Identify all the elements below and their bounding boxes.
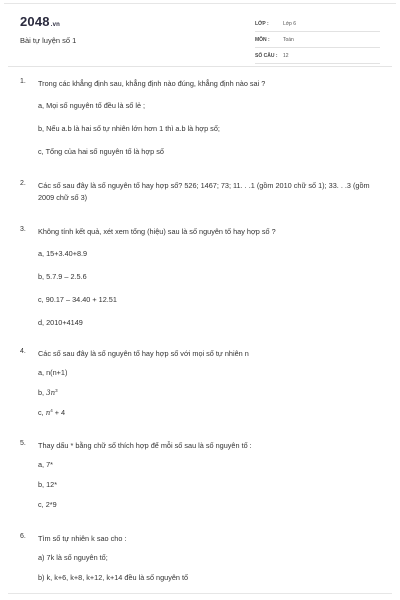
question-number: 1.	[20, 78, 26, 85]
bottom-border	[8, 593, 392, 594]
question-option: a, n(n+1)	[38, 368, 68, 377]
meta-row-subject	[255, 32, 380, 48]
question-option: b, 12*	[38, 480, 58, 489]
question-option: b, 5.7.9 – 2.5.6	[38, 272, 87, 281]
logo-suffix: .vn	[50, 22, 61, 28]
question-option: c, Tổng của hai số nguyên tố là hợp số	[38, 147, 164, 156]
question-number: 6.	[20, 533, 26, 540]
meta-value: 12	[283, 52, 289, 59]
question-text: Các số sau đây là số nguyên tố hay hợp số với mọi số tự nhiên n	[38, 349, 249, 358]
question-option: c, 90.17 – 34.40 + 12.51	[38, 295, 117, 304]
question-option: a, 15+3.40+8.9	[38, 249, 88, 258]
meta-row-class	[255, 16, 380, 32]
question-text: Tìm số tự nhiên k sao cho :	[38, 534, 127, 543]
question-option: c, 2*9	[38, 500, 57, 509]
question-option: a, 7*	[38, 460, 54, 469]
question-option: b, Nếu a.b là hai số tự nhiên lớn hơn 1 thì a.b là hợp số;	[38, 124, 220, 133]
logo-text: 2048	[20, 14, 50, 29]
question-option: d, 2010+4149	[38, 318, 83, 327]
question-text: Các số sau đây là số nguyên tố hay hợp số? 526; 1467; 73; 11. . .1 (gồm 2010 chữ số 1); 33. . .3 (gồm 2009 chữ số 3)	[38, 181, 370, 202]
question-text: Trong các khẳng định sau, khẳng định nào đúng, khẳng định nào sai ?	[38, 79, 266, 88]
question-option: a, Mọi số nguyên tố đều là số lẻ ;	[38, 101, 146, 110]
question-option: a) 7k là số nguyên tố;	[38, 553, 108, 562]
meta-label: LỚP :	[255, 20, 269, 27]
question-option: b, $3n^3$	[38, 388, 58, 397]
meta-info	[255, 16, 380, 64]
site-logo[interactable]	[20, 14, 60, 29]
question-option: c, $n^4 + 4$	[38, 408, 66, 417]
meta-value: Toán	[283, 36, 294, 43]
question-number: 3.	[20, 226, 26, 233]
meta-label: MÔN :	[255, 36, 270, 43]
meta-value: Lớp 6	[283, 20, 297, 27]
header-divider	[8, 66, 392, 67]
question-number: 4.	[20, 348, 26, 355]
question-option: b) k, k+6, k+8, k+12, k+14 đều là số nguyên tố	[38, 573, 189, 582]
page-header	[0, 0, 400, 66]
meta-row-count	[255, 48, 380, 64]
document-title: Bài tự luyện số 1	[20, 36, 77, 45]
meta-label: SỐ CÂU :	[255, 52, 278, 59]
question-number: 5.	[20, 440, 26, 447]
question-text: Không tính kết quả, xét xem tổng (hiệu) sau là số nguyên tố hay hợp số ?	[38, 227, 276, 236]
question-text: Thay dấu * bằng chữ số thích hợp để mỗi số sau là số nguyên tố :	[38, 441, 252, 450]
question-number: 2.	[20, 180, 26, 187]
